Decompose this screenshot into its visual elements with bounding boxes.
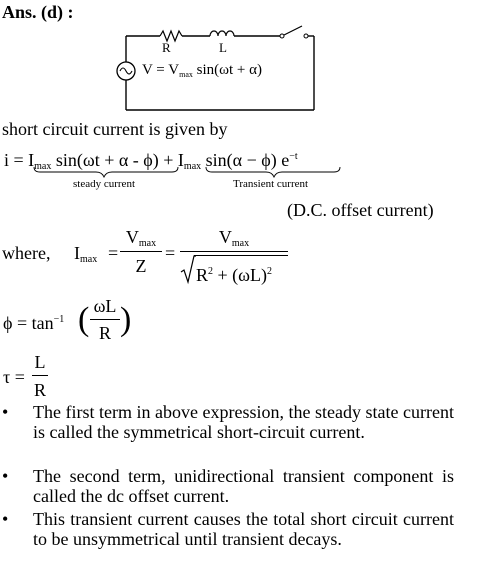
steady-current-label: steady current [73,178,135,190]
bullet-icon: • [2,509,9,529]
fraction-bar-4 [32,375,48,376]
imax-fraction-den: Z [135,256,147,276]
phi-fraction-num: ωL [93,296,117,316]
phi-equation: $\phi = \tan^{-1}$ [3,313,65,333]
fraction-bar-3 [90,319,120,320]
radicand: $R^2 + (\omega L)^2$ [196,265,272,285]
bullet-icon: • [2,402,9,422]
equals-sign-1: = [108,243,119,263]
transient-current-label: Transient current [233,178,309,190]
left-paren: ( [78,301,90,338]
imax-fraction-num: $V_{max}$ [125,227,157,249]
phi-fraction-den: R [98,323,111,343]
tau-fraction-num: L [34,352,46,372]
right-paren: ) [120,301,132,338]
bullet-text: This transient current causes the total short circuit current to be unsymmetrical until transient decays. [33,509,454,549]
inductor-label: L [219,40,227,55]
current-equation: $i = I_{max}$ $\sin(\omega t + \alpha - \phi) + I_{max}$ sin(α − ϕ) $e^{-t}$ [4,150,298,172]
bullet-text: The first term in above expression, the steady state current is called the symmetrical short-circuit current. [33,402,454,442]
underbraces [30,166,350,178]
equals-sign-2: = [165,243,176,263]
bullet-text: The second term, unidirectional transient component is called the dc offset current. [33,466,454,506]
list-item [0,402,470,464]
fraction-bar-1 [120,251,162,252]
fraction-bar-2 [180,251,288,252]
resistor-label: R [162,40,171,55]
tau-equation: τ = [3,367,25,387]
imax-lhs: $I_{max}$ [74,243,98,265]
source-equation: $V = V_{max}$ sin(ωt + α) [142,62,262,79]
answer-heading: Ans. (d) : [2,2,74,22]
radical-bar [194,255,288,256]
radical-sign [180,254,196,286]
where-label: where, [2,243,51,263]
dc-offset-note: (D.C. offset current) [287,200,434,220]
list-item [0,509,470,551]
list-item [0,466,470,508]
bullet-icon: • [2,466,9,486]
vmax-numerator: $V_{max}$ [218,227,250,249]
tau-fraction-den: R [33,380,46,400]
inductor-symbol [210,31,234,36]
intro-text: short circuit current is given by [2,119,228,139]
